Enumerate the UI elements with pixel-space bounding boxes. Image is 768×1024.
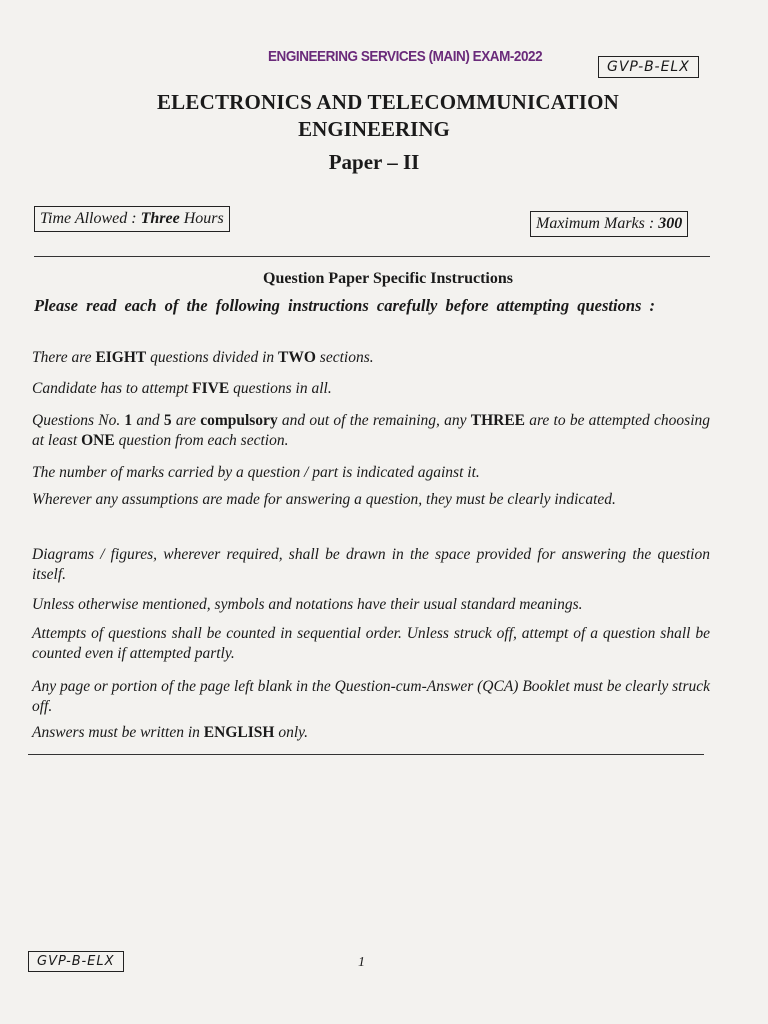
maximum-marks-box: [530, 211, 688, 237]
paper-code-bottom: GVP-B-ELX: [28, 951, 124, 972]
instruction-item: Answers must be written in ENGLISH only.: [32, 724, 309, 741]
time-allowed-box: [34, 206, 230, 232]
instruction-item: Unless otherwise mentioned, symbols and notations have their usual standard meanings.: [32, 596, 583, 613]
marks-label: Maximum Marks :: [536, 215, 659, 232]
instruction-item: Attempts of questions shall be counted in sequential order. Unless struck off, attempt of a question shall be counted even if attempted partly.: [32, 625, 710, 662]
instruction-item: Candidate has to attempt FIVE questions in all.: [32, 380, 332, 397]
subject-title-line1: ELECTRONICS AND TELECOMMUNICATION: [156, 90, 620, 114]
subject-title-line2: ENGINEERING: [298, 117, 450, 141]
page-number: 1: [358, 955, 365, 970]
instruction-item: Any page or portion of the page left blank in the Question-cum-Answer (QCA) Booklet must be clearly struck off.: [32, 678, 710, 715]
instruction-item: There are EIGHT questions divided in TWO sections.: [32, 349, 374, 366]
time-value: Three: [140, 210, 180, 227]
instruction-item: Questions No. 1 and 5 are compulsory and out of the remaining, any THREE are to be attempted choosing at least ONE question from each section.: [32, 412, 710, 449]
marks-value: 300: [658, 215, 683, 232]
instructions-heading: Question Paper Specific Instructions: [263, 270, 513, 287]
instructions-lead: Please read each of the following instructions carefully before attempting questions :: [34, 296, 656, 315]
instruction-item: Wherever any assumptions are made for answering a question, they must be clearly indicated.: [32, 491, 616, 508]
divider-bottom: [28, 754, 704, 755]
instruction-item: The number of marks carried by a question / part is indicated against it.: [32, 464, 480, 481]
time-label: Time Allowed :: [40, 210, 141, 227]
instruction-item: Diagrams / figures, wherever required, shall be drawn in the space provided for answering the question itself.: [32, 546, 710, 583]
divider-top: [34, 256, 710, 257]
exam-stamp: ENGINEERING SERVICES (MAIN) EXAM-2022: [268, 48, 543, 65]
paper-code-top: GVP-B-ELX: [598, 56, 699, 78]
time-unit: Hours: [179, 210, 224, 227]
paper-number: Paper – II: [328, 150, 420, 174]
